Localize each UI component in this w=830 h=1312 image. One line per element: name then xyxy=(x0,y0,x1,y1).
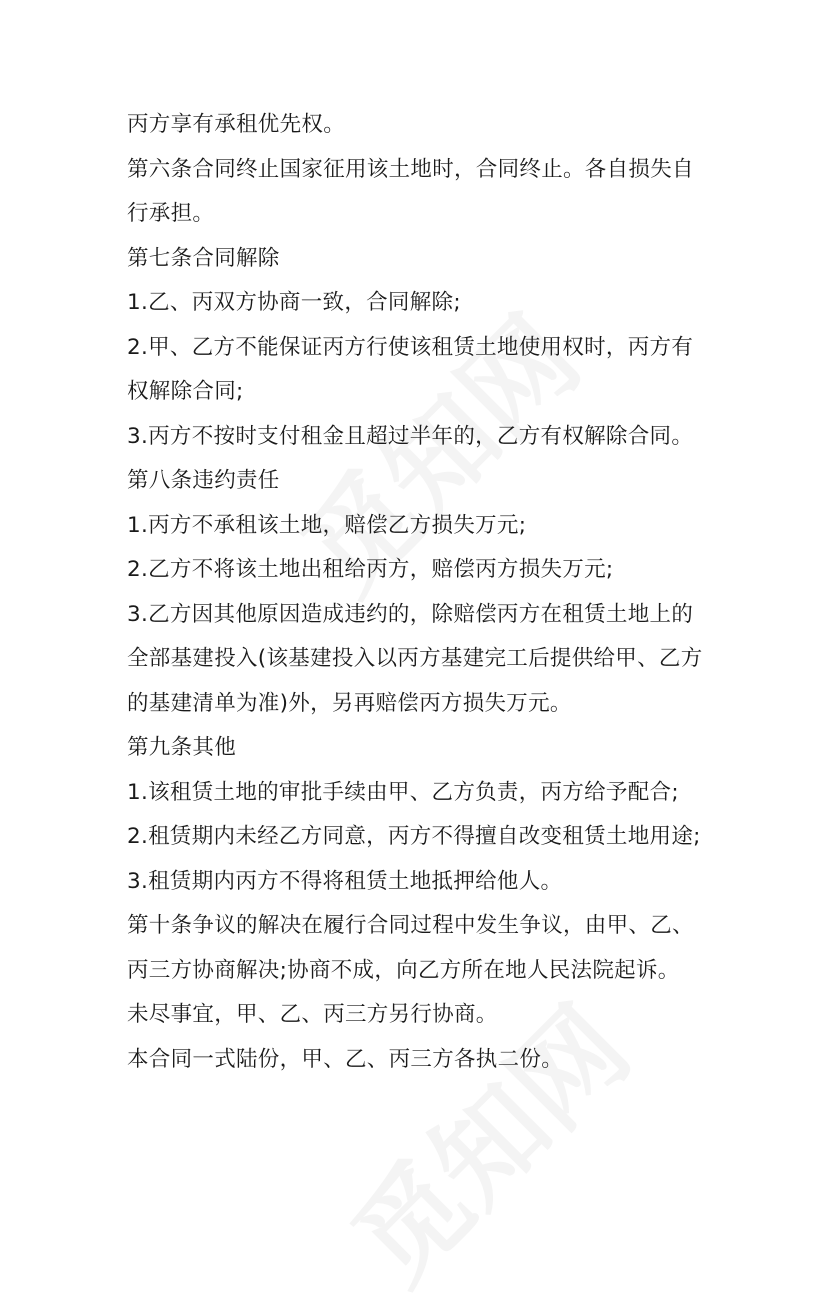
section-heading: 第七条合同解除 xyxy=(127,245,280,271)
text-line: 丙三方协商解决;协商不成，向乙方所在地人民法院起诉。 xyxy=(127,957,680,983)
text-line: 全部基建投入(该基建投入以丙方基建完工后提供给甲、乙方 xyxy=(127,646,703,671)
section-heading: 第八条违约责任 xyxy=(127,468,280,493)
text-line: 3.丙方不按时支付租金且超过半年的，乙方有权解除合同。 xyxy=(127,423,694,449)
text-line: 第六条合同终止国家征用该土地时，合同终止。各自损失自 xyxy=(127,156,694,182)
text-line: 1.乙、丙双方协商一致，合同解除; xyxy=(127,290,461,315)
text-line: 2.甲、乙方不能保证丙方行使该租赁土地使用权时，丙方有 xyxy=(127,334,694,360)
text-line: 3.乙方因其他原因造成违约的，除赔偿丙方在租赁土地上的 xyxy=(127,601,694,627)
text-line: 丙方享有承租优先权。 xyxy=(127,112,346,137)
text-line: 的基建清单为准)外，另再赔偿丙方损失万元。 xyxy=(127,690,572,716)
text-line: 权解除合同; xyxy=(127,379,244,404)
text-line: 本合同一式陆份，甲、乙、丙三方各执二份。 xyxy=(127,1046,564,1072)
text-line: 1.该租赁土地的审批手续由甲、乙方负责，丙方给予配合; xyxy=(127,779,679,805)
text-line: 1.丙方不承租该土地，赔偿乙方损失万元; xyxy=(127,512,527,538)
document-body xyxy=(127,103,717,1082)
text-line: 第十条争议的解决在履行合同过程中发生争议，由甲、乙、 xyxy=(127,913,694,938)
text-line: 未尽事宜，甲、乙、丙三方另行协商。 xyxy=(127,1002,498,1027)
text-line: 2.乙方不将该土地出租给丙方，赔偿丙方损失万元; xyxy=(127,557,614,582)
text-line: 行承担。 xyxy=(127,201,215,226)
section-heading: 第九条其他 xyxy=(127,735,237,760)
text-line: 3.租赁期内丙方不得将租赁土地抵押给他人。 xyxy=(127,868,563,894)
text-line: 2.租赁期内未经乙方同意，丙方不得擅自改变租赁土地用途; xyxy=(127,824,701,849)
